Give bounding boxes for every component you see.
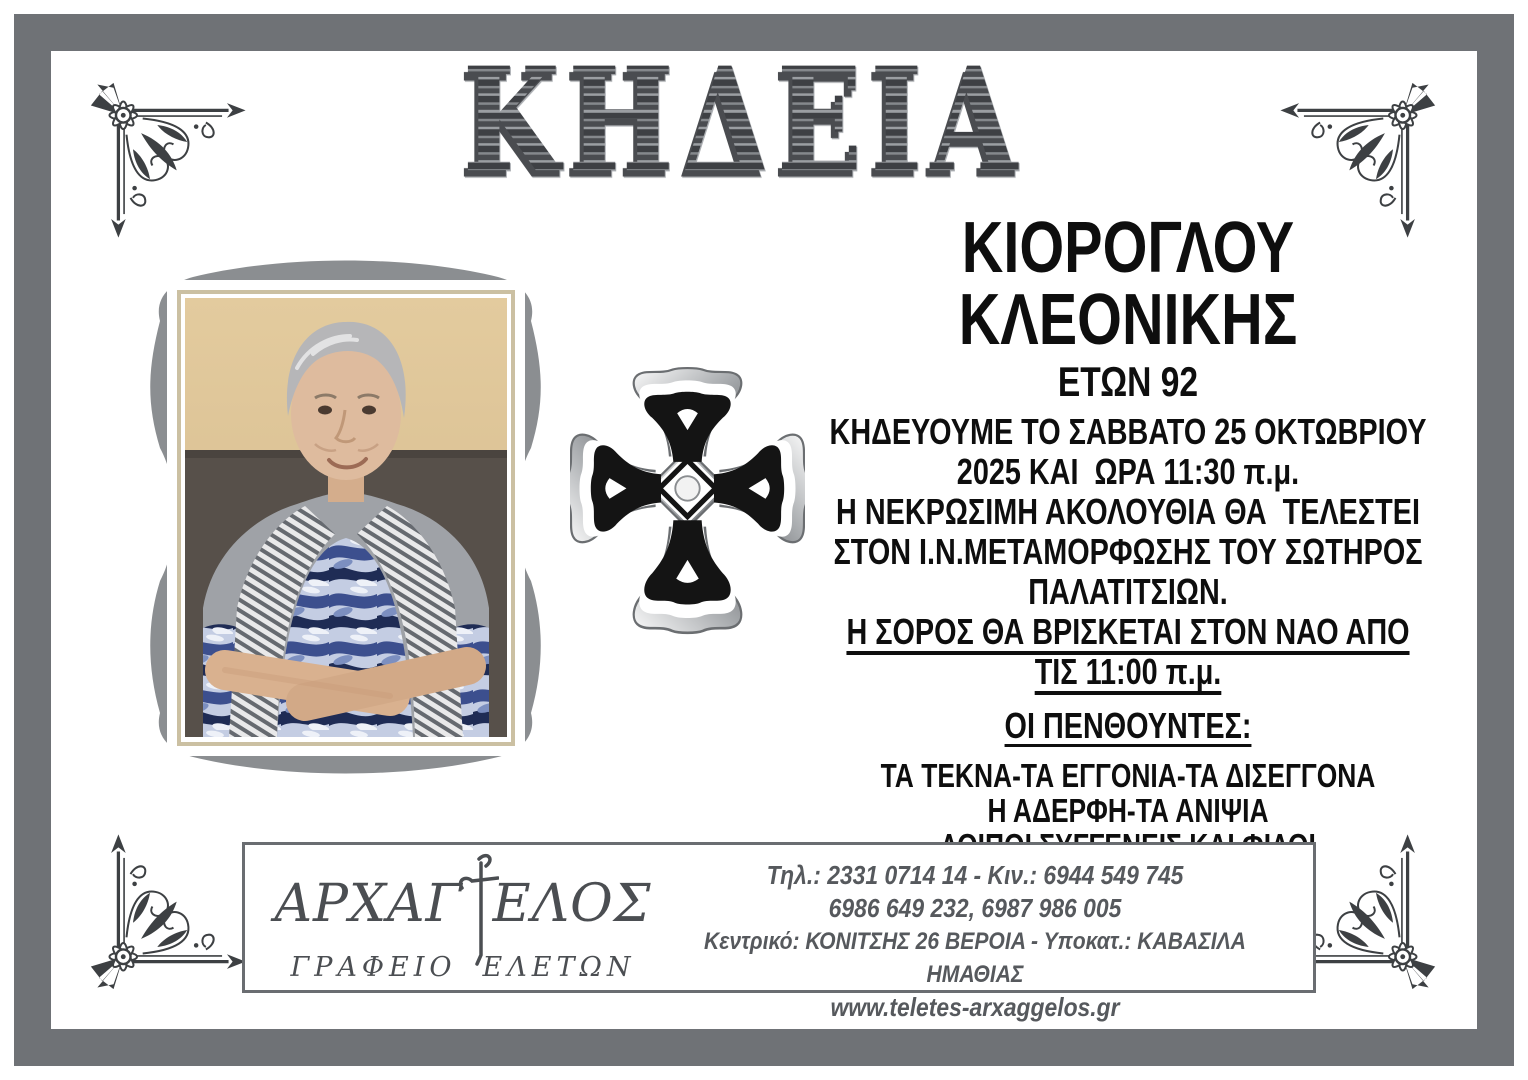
funeral-home-name: [263, 851, 663, 967]
mourners-line: ΤΑ ΤΕΚΝΑ-ΤΑ ΕΓΓΟΝΙΑ-ΤΑ ΔΙΣΕΓΓΟΝΑ: [880, 757, 1376, 795]
funeral-home-info-box: [242, 842, 1316, 1022]
announcement-line: 2025 ΚΑΙ ΩΡΑ 11:30 π.μ.: [956, 451, 1300, 493]
logo-subtitle-part: ΓΡΑΦΕΙΟ: [290, 952, 457, 983]
address-line: Κεντρικό: ΚΟΝΙΤΣΗΣ 26 ΒΕΡΟΙΑ - Υποκατ.: ΚΑΒΑΣΙΛΑ ΗΜΑΘΙΑΣ: [704, 928, 1252, 988]
mourners-heading: ΟΙ ΠΕΝΘΟΥΝΤΕΣ:: [1004, 705, 1252, 747]
deceased-portrait-photo: [185, 298, 507, 737]
phone-line: 6986 649 232, 6987 986 005: [828, 893, 1122, 923]
announcement-line: Η ΝΕΚΡΩΣΙΜΗ ΑΚΟΛΟΥΘΙΑ ΘΑ ΤΕΛΕΣΤΕΙ: [836, 491, 1420, 533]
funeral-home-logo: [263, 851, 663, 989]
announcement-line: ΚΗΔΕΥΟΥΜΕ ΤΟ ΣΑΒΒΑΤΟ 25 ΟΚΤΩΒΡΙΟΥ: [829, 411, 1427, 453]
logo-subtitle-part: ΕΛΕΤΩΝ: [482, 952, 636, 983]
corner-filigree-icon: [86, 832, 248, 994]
website-text: www.teletes-arxaggelos.gr: [830, 992, 1120, 1022]
deceased-age: ΕΤΩΝ 92: [1057, 358, 1199, 405]
announcement-column: [800, 208, 1456, 863]
announcement-line: ΠΑΛΑΤΙΤΣΙΩΝ.: [1028, 571, 1228, 613]
logo-name-part: ΕΛΟΣ: [492, 874, 652, 934]
announcement-underlined-line: ΤΙΣ 11:00 π.μ.: [1034, 651, 1222, 693]
funeral-details: [800, 412, 1456, 692]
funeral-home-subtitle: [263, 953, 663, 983]
announcement-line: ΣΤΟΝ Ι.Ν.ΜΕΤΑΜΟΡΦΩΣΗΣ ΤΟΥ ΣΩΤΗΡΟΣ: [833, 531, 1423, 573]
announcement-underlined-line: Η ΣΟΡΟΣ ΘΑ ΒΡΙΣΚΕΤΑΙ ΣΤΟΝ ΝΑΟ ΑΠΟ: [846, 611, 1410, 653]
deceased-last-name: ΚΙΟΡΟΓΛΟΥ: [961, 208, 1295, 288]
deceased-first-name: ΚΛΕΟΝΙΚΗΣ: [958, 280, 1298, 360]
logo-name-part: ΑΡΧΑΓ: [274, 874, 463, 934]
contact-info: [676, 859, 1274, 1024]
title-text: ΚΗΔΕΙΑ: [462, 37, 1026, 205]
ornate-cross-icon: [570, 340, 805, 650]
mourners-line: Η ΑΔΕΡΦΗ-ΤΑ ΑΝΙΨΙΑ: [987, 792, 1269, 830]
phone-line: Τηλ.: 2331 0714 14 - Κιν.: 6944 549 745: [766, 860, 1184, 890]
page-title: [0, 37, 1488, 205]
